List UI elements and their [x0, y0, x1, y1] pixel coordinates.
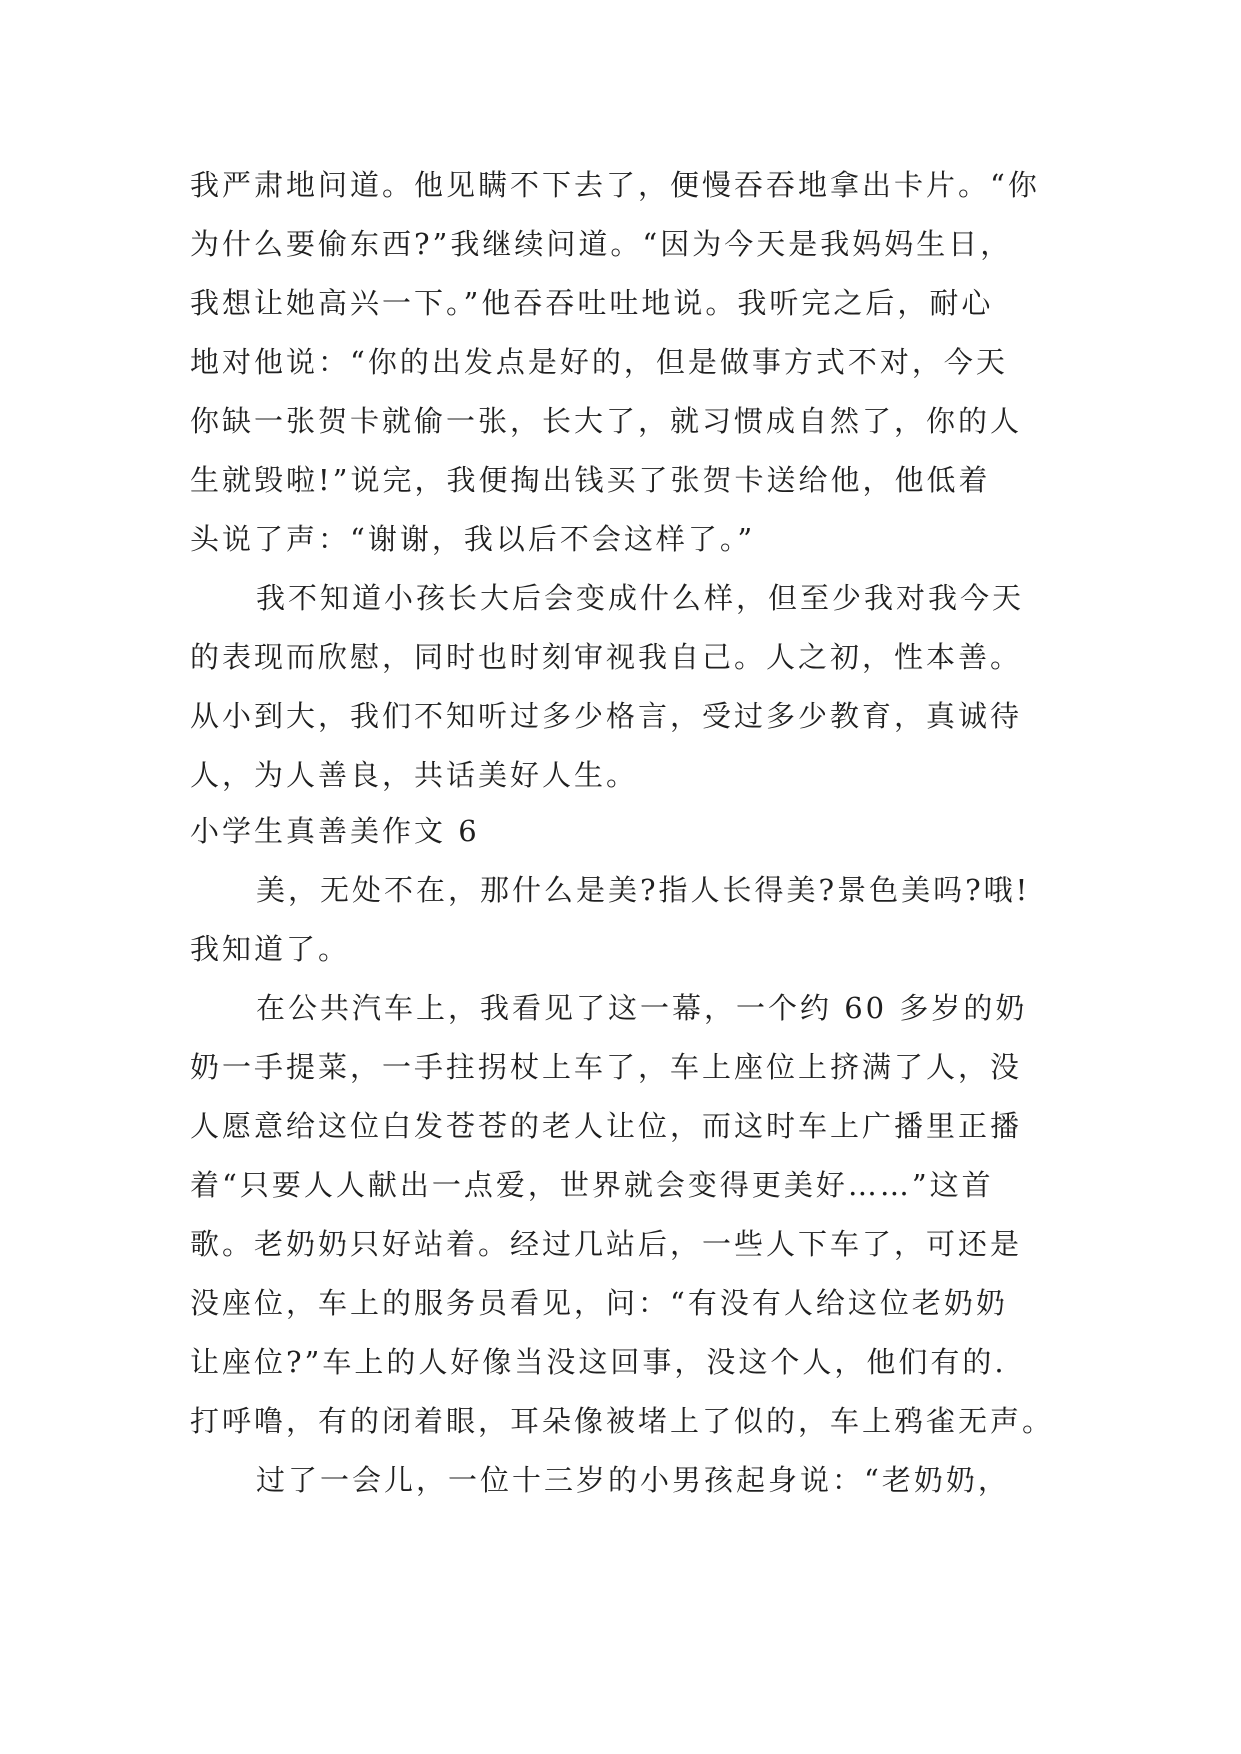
- text-line: 我严肃地问道。他见瞒不下去了，便慢吞吞地拿出卡片。“你: [190, 168, 1040, 202]
- essay-heading: [190, 802, 1070, 861]
- text-line: 在公共汽车上，我看见了这一幕，一个约 60 多岁的奶: [256, 991, 1028, 1025]
- text-line: 从小到大，我们不知听过多少格言，受过多少教育，真诚待: [190, 699, 1023, 733]
- text-line: 美，无处不在，那什么是美?指人长得美?景色美吗?哦!: [256, 873, 1031, 907]
- text-line: 人，为人善良，共话美好人生。: [190, 758, 639, 792]
- paragraph-conclusion: [190, 569, 1070, 805]
- text-line: 头说了声：“谢谢，我以后不会这样了。”: [190, 522, 756, 556]
- text-line: 你缺一张贺卡就偷一张，长大了，就习惯成自然了，你的人: [190, 404, 1023, 438]
- text-line: 地对他说：“你的出发点是好的，但是做事方式不对，今天: [190, 345, 1008, 379]
- essay-body: [190, 861, 1070, 1510]
- text-line: 打呼噜，有的闭着眼，耳朵像被堵上了似的，车上鸦雀无声。: [190, 1404, 1055, 1438]
- text-line: 我想让她高兴一下。”他吞吞吐吐地说。我听完之后，耐心: [190, 286, 994, 320]
- text-line: 我不知道小孩长大后会变成什么样，但至少我对我今天: [256, 581, 1025, 615]
- text-line: 歌。老奶奶只好站着。经过几站后，一些人下车了，可还是: [190, 1227, 1023, 1261]
- text-line: 奶一手提菜，一手拄拐杖上车了，车上座位上挤满了人，没: [190, 1050, 1023, 1084]
- text-line: 过了一会儿，一位十三岁的小男孩起身说：“老奶奶，: [256, 1463, 1010, 1497]
- text-line: 的表现而欣慰，同时也时刻审视我自己。人之初，性本善。: [190, 640, 1023, 674]
- text-line: 为什么要偷东西?”我继续问道。“因为今天是我妈妈生日，: [190, 227, 1013, 261]
- text-line: 我知道了。: [190, 932, 351, 966]
- text-line: 没座位，车上的服务员看见，问：“有没有人给这位老奶奶: [190, 1286, 1008, 1320]
- paragraph-continued: [190, 156, 1070, 569]
- heading-text: 小学生真善美作文 6: [190, 814, 480, 848]
- text-line: 着“只要人人献出一点爱，世界就会变得更美好……”这首: [190, 1168, 994, 1202]
- text-line: 生就毁啦!”说完，我便掏出钱买了张贺卡送给他，他低着: [190, 463, 991, 497]
- text-line: 让座位?”车上的人好像当没这回事，没这个人，他们有的.: [190, 1345, 1007, 1379]
- text-line: 人愿意给这位白发苍苍的老人让位，而这时车上广播里正播: [190, 1109, 1023, 1143]
